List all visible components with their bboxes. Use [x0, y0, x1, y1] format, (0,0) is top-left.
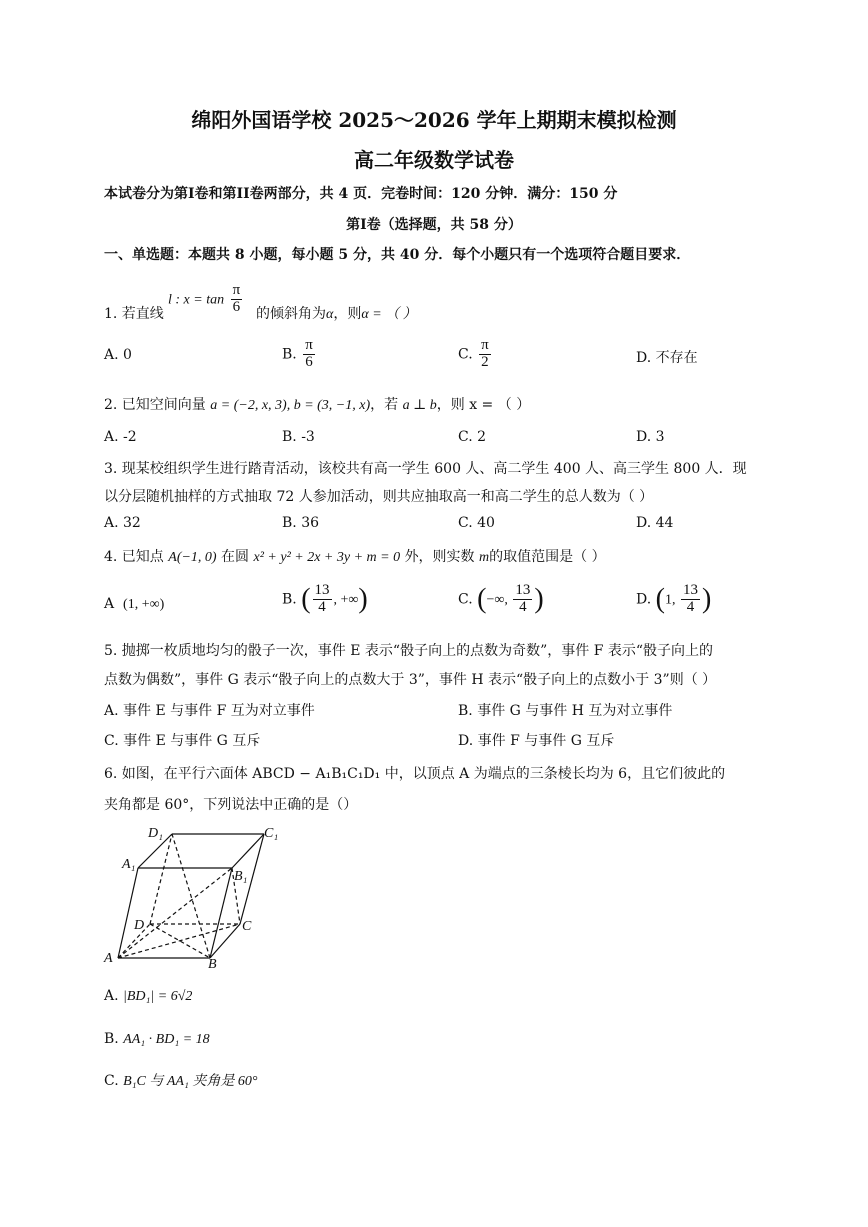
question-3-line-2: 以分层随机抽样的方式抽取 72 人参加活动，则共应抽取高一和高二学生的总人数为（ ） — [104, 489, 654, 505]
q3-option-b: B. 36 — [282, 515, 320, 531]
label-c: C — [242, 919, 252, 934]
q1-option-b: B. $\frac{\pi}{6}$ — [282, 337, 313, 370]
q1-line-formula: l : x = tan $\frac{\pi}{6}$ — [168, 282, 241, 315]
q1-option-c: C. $\frac{\pi}{2}$ — [458, 337, 489, 370]
q6-option-b: B. AA₁ · BD₁ = 18 — [104, 1031, 210, 1047]
q3-option-d: D. 44 — [636, 515, 674, 531]
label-b1: B₁ — [234, 869, 248, 884]
q1-option-a: A. 0 — [104, 347, 132, 363]
q3-option-a: A. 32 — [104, 515, 141, 531]
parallelepiped-figure — [100, 820, 280, 970]
q1-stem-fraction: $\frac{\pi}{6}$ — [232, 282, 241, 315]
q4-option-a: A (1, +∞) — [104, 596, 165, 612]
question-2-stem: 2. 已知空间向量 a = (−2, x, 3), b = (3, −1, x)，若 a ⊥ b，则 x = （ ） — [104, 397, 531, 413]
question-1-stem: 1. 若直线 — [104, 306, 164, 322]
question-6-line-2: 夹角都是 60°，下列说法中正确的是（） — [104, 797, 358, 813]
label-d1: D₁ — [148, 826, 163, 841]
edge-bb1 — [210, 868, 232, 958]
q5-option-d: D. 事件 F 与事件 G 互斥 — [458, 733, 615, 749]
q2-vectors: a = (−2, x, 3), b = (3, −1, x) — [210, 398, 371, 413]
question-5-line-2: 点数为偶数”，事件 G 表示“骰子向上的点数大于 3”，事件 H 表示“骰子向上的点数小于 3”则（ ） — [104, 672, 717, 688]
q5-option-c: C. 事件 E 与事件 G 互斥 — [104, 733, 261, 749]
q4-option-d: D. (1, $\frac{13}{4}$ ) — [636, 582, 712, 615]
exam-title: 绵阳外国语学校 2025～2026 学年上期期末模拟检测 — [191, 108, 677, 132]
q6-option-a: A. |BD₁| = 6√2 — [104, 988, 193, 1004]
q6-option-c: C. B₁C 与 AA₁ 夹角是 60° — [104, 1073, 258, 1089]
q2-option-d: D. 3 — [636, 429, 665, 445]
q5-option-a: A. 事件 E 与事件 F 互为对立事件 — [104, 703, 315, 719]
q2-option-a: A. -2 — [104, 429, 137, 445]
exam-info: 本试卷分为第I卷和第II卷两部分，共 4 页．完卷时间：120 分钟．满分：150 分 — [104, 186, 618, 202]
q3-option-c: C. 40 — [458, 515, 495, 531]
question-5-line-1: 5. 抛掷一枚质地均匀的骰子一次，事件 E 表示“骰子向上的点数为奇数”，事件 F 表示“骰子向上的 — [104, 643, 714, 659]
label-b: B — [208, 957, 217, 970]
part-heading: 第I卷（选择题，共 58 分） — [346, 217, 522, 233]
question-3-line-1: 3. 现某校组织学生进行踏青活动，该校共有高一学生 600 人、高二学生 400 人、高三学生 800 人．现 — [104, 461, 747, 477]
label-a1: A₁ — [122, 857, 136, 872]
label-d: D — [134, 918, 145, 933]
q1-option-d: D. 不存在 — [636, 350, 698, 366]
section-heading: 一、单选题：本题共 8 小题，每小题 5 分，共 40 分．每个小题只有一个选项符合题目要求． — [104, 247, 691, 263]
exam-subtitle: 高二年级数学试卷 — [354, 148, 514, 172]
q2-option-b: B. -3 — [282, 429, 315, 445]
question-1-stem-post: 的倾斜角为α，则α = （ ） — [256, 306, 417, 322]
label-c1: C₁ — [264, 826, 279, 841]
q4-option-c: C. (−∞, $\frac{13}{4}$ ) — [458, 582, 544, 615]
q5-option-b: B. 事件 G 与事件 H 互为对立事件 — [458, 703, 673, 719]
label-a: A — [104, 951, 113, 966]
edge-dd1 — [150, 834, 172, 924]
q4-option-b: B. ( $\frac{13}{4}$ , +∞) — [282, 582, 368, 615]
question-4-stem: 4. 已知点 A(−1, 0) 在圆 x² + y² + 2x + 3y + m = 0 外，则实数 m的取值范围是（ ） — [104, 549, 606, 565]
question-6-line-1: 6. 如图，在平行六面体 ABCD − A₁B₁C₁D₁ 中，以顶点 A 为端点的三条棱长均为 6，且它们彼此的 — [104, 766, 726, 782]
q2-option-c: C. 2 — [458, 429, 487, 445]
q2-condition: a ⊥ b — [402, 398, 437, 413]
